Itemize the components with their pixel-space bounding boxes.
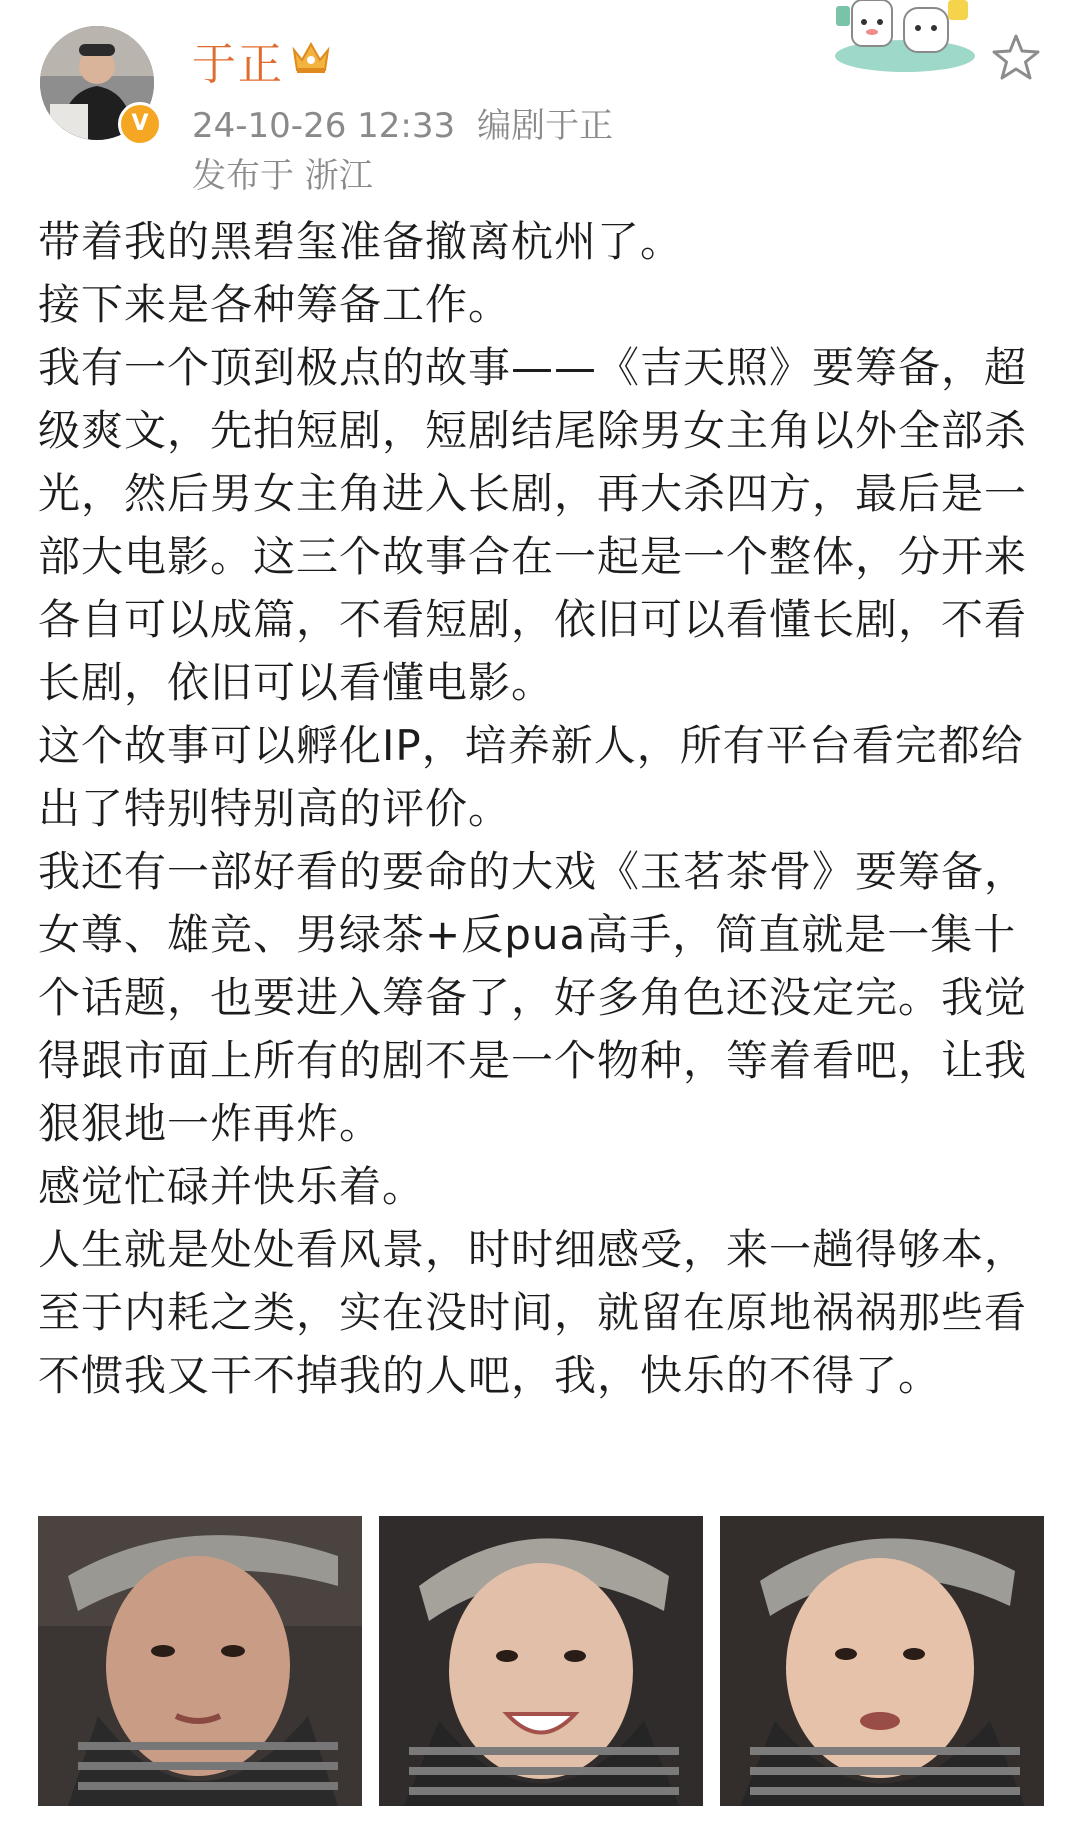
star-icon[interactable]	[988, 30, 1044, 86]
post-paragraph: 接下来是各种筹备工作。	[38, 280, 512, 329]
timestamp: 24-10-26 12:33	[192, 106, 456, 146]
username[interactable]: 于正	[192, 39, 284, 90]
post-text	[38, 210, 1048, 1407]
photo-1[interactable]	[38, 1516, 362, 1806]
photo-grid	[38, 1516, 1044, 1806]
post-source: 编剧于正	[477, 106, 614, 146]
verified-badge-icon: V	[118, 102, 162, 146]
crown-icon	[290, 36, 332, 76]
photo-2[interactable]	[379, 1516, 703, 1806]
post-paragraph: 人生就是处处看风景，时时细感受，来一趟得够本，至于内耗之类，实在没时间，就留在原地祸祸那些看不惯我又干不掉我的人吧，我，快乐的不得了。	[38, 1225, 1028, 1400]
post-paragraph: 感觉忙碌并快乐着。	[38, 1162, 426, 1211]
post-paragraph: 我还有一部好看的要命的大戏《玉茗茶骨》要筹备，女尊、雄竞、男绿茶+反pua高手，简直就是一集十个话题，也要进入筹备了，好多角色还没定完。我觉得跟市面上所有的剧不是一个物种，等着看吧，让我狠狠地一炸再炸。	[38, 847, 1028, 1148]
post-paragraph: 带着我的黑碧玺准备撤离杭州了。	[38, 217, 684, 266]
cartoon-sticker	[830, 0, 980, 72]
post-location: 发布于 浙江	[192, 156, 373, 196]
post-meta	[192, 98, 613, 147]
post-header	[0, 0, 1080, 200]
post-paragraph: 我有一个顶到极点的故事——《吉天照》要筹备，超级爽文，先拍短剧，短剧结尾除男女主角以外全部杀光，然后男女主角进入长剧，再大杀四方，最后是一部大电影。这三个故事合在一起是一个整体，分开来各自可以成篇，不看短剧，依旧可以看懂长剧，不看长剧，依旧可以看懂电影。	[38, 343, 1028, 707]
photo-3[interactable]	[720, 1516, 1044, 1806]
post-paragraph: 这个故事可以孵化IP，培养新人，所有平台看完都给出了特别特别高的评价。	[38, 721, 1024, 833]
